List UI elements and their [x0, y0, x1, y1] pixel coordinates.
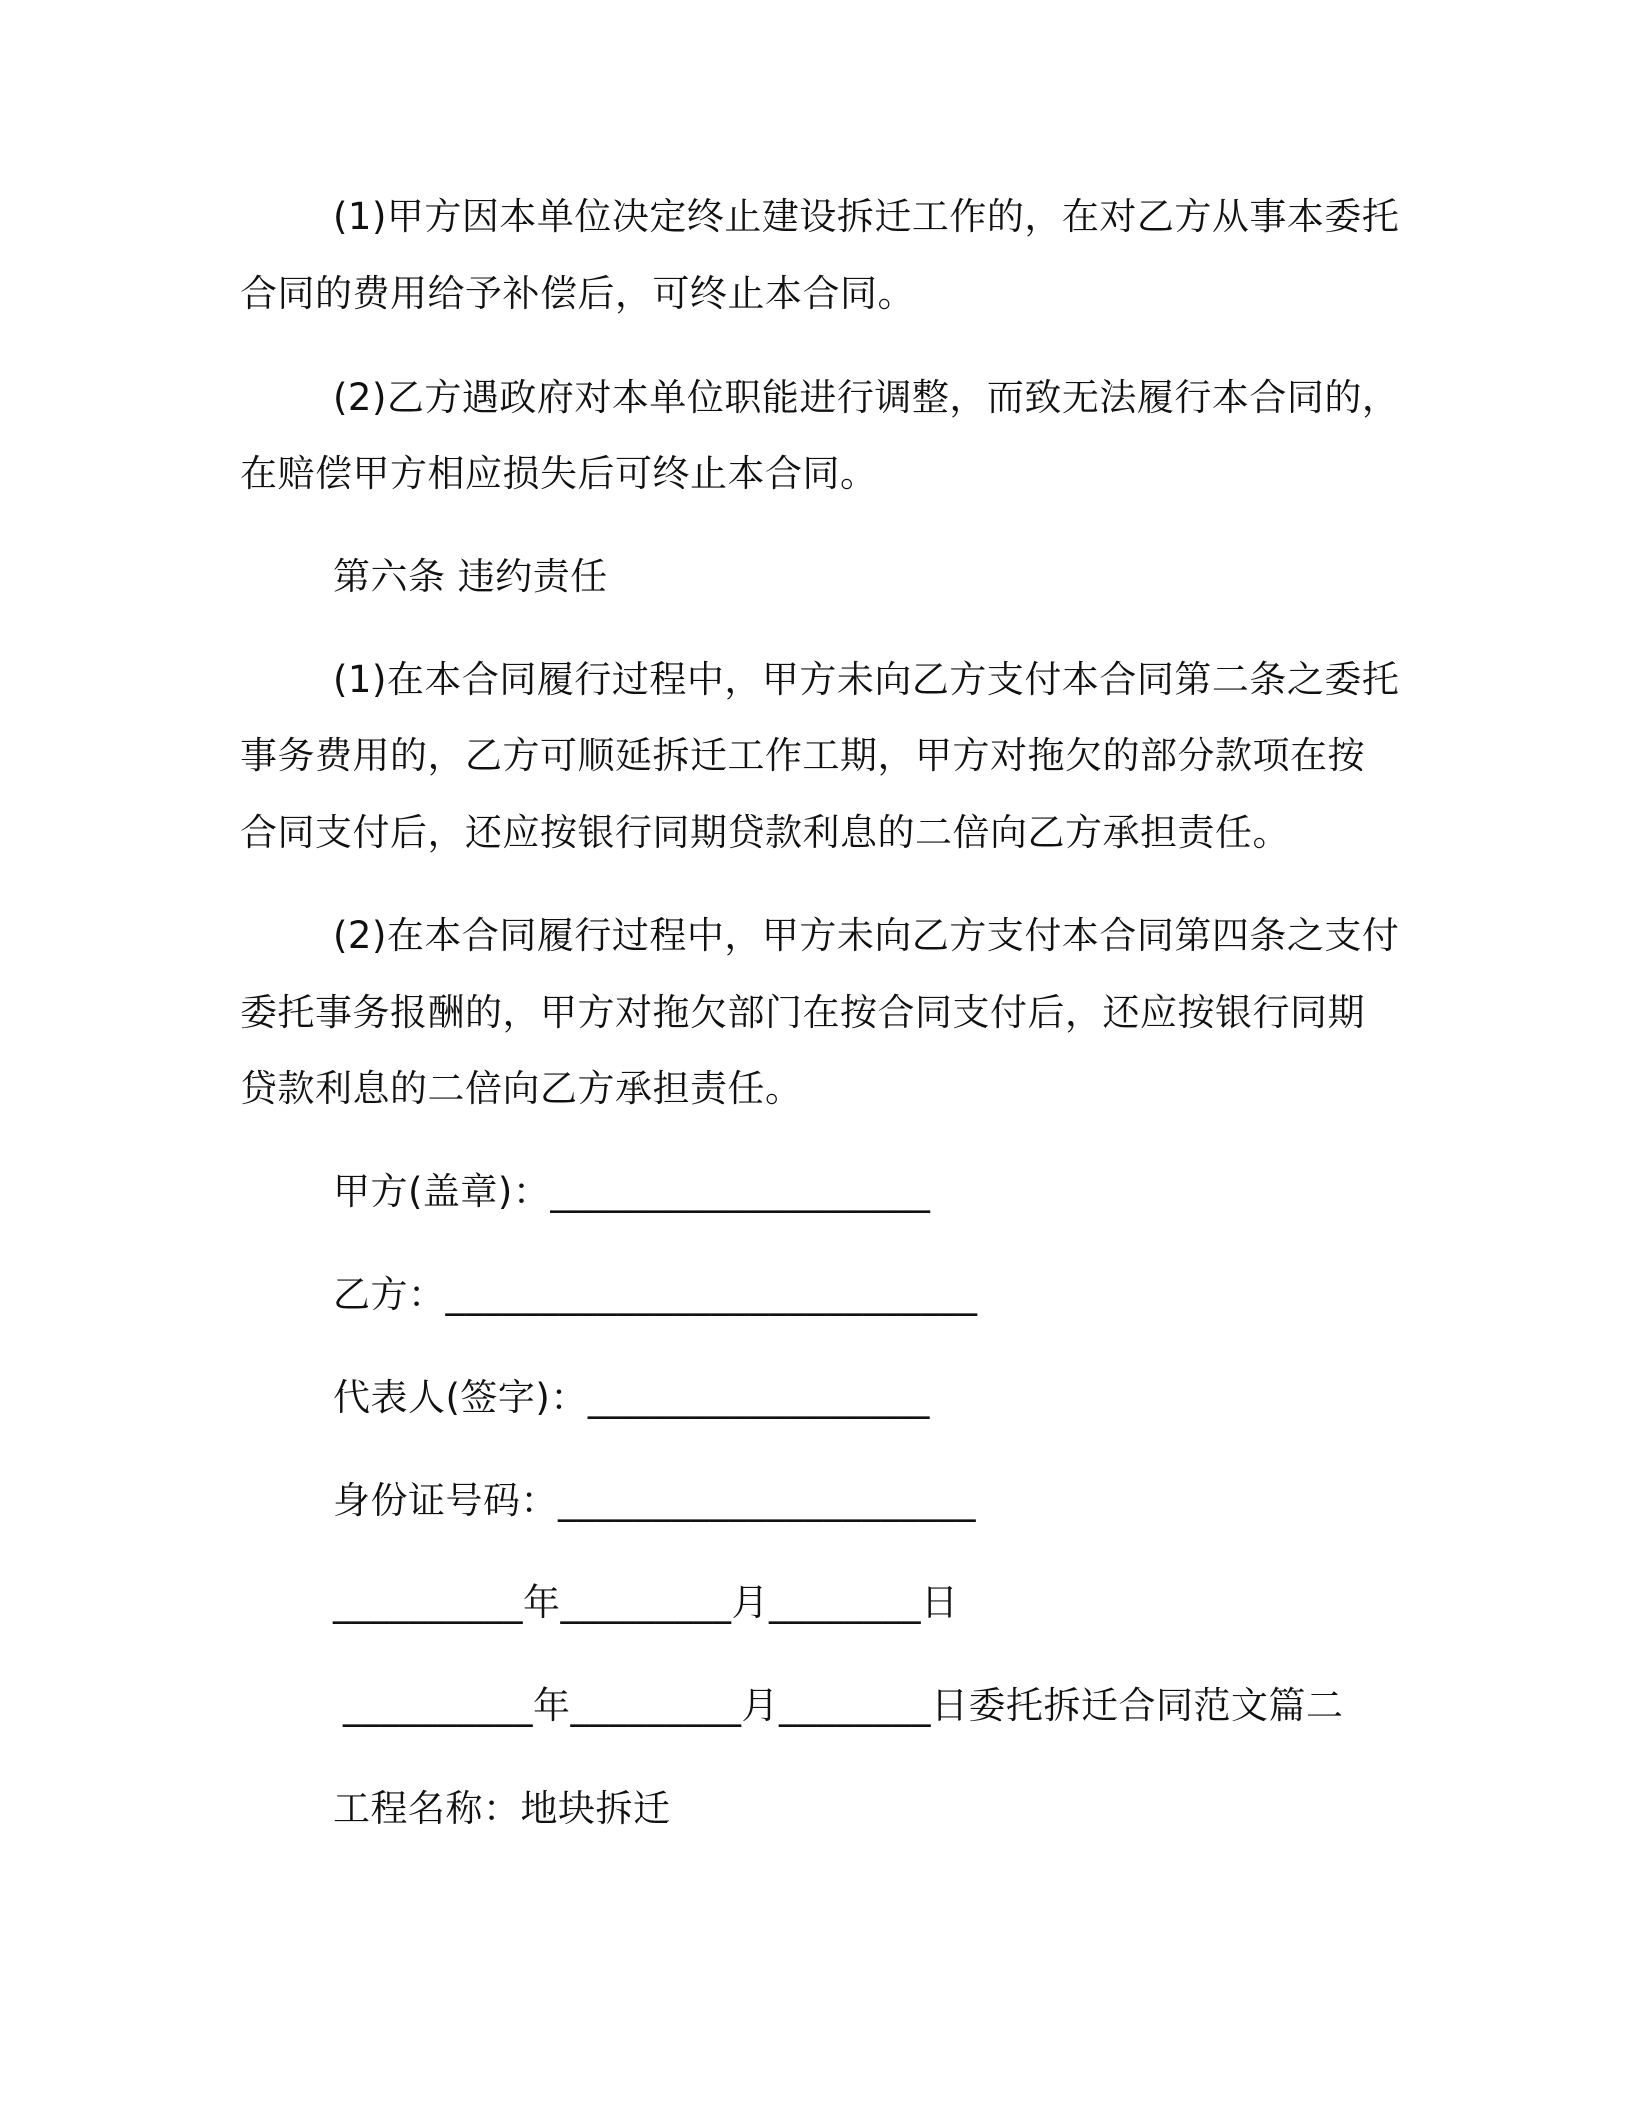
- para4-line1: (2)在本合同履行过程中，甲方未向乙方支付本合同第四条之支付: [333, 914, 1400, 957]
- para4-line2: 委托事务报酬的，甲方对拖欠部门在按合同支付后，还应按银行同期: [240, 991, 1365, 1034]
- representative-signature: 代表人(签字)：__________________: [333, 1376, 930, 1419]
- section-heading: 第六条 违约责任: [333, 555, 608, 598]
- project-name: 工程名称：地块拆迁: [333, 1787, 671, 1830]
- para2-line2: 在赔偿甲方相应损失后可终止本合同。: [240, 452, 878, 495]
- para3-line1: (1)在本合同履行过程中，甲方未向乙方支付本合同第二条之委托: [333, 658, 1400, 701]
- para1-line1: (1)甲方因本单位决定终止建设拆迁工作的，在对乙方从事本委托: [333, 195, 1400, 238]
- para2-line1: (2)乙方遇政府对本单位职能进行调整，而致无法履行本合同的，: [333, 376, 1400, 419]
- para3-line2: 事务费用的，乙方可顺延拆迁工作工期，甲方对拖欠的部分款项在按: [240, 734, 1365, 777]
- date-line-2: __________年_________月________日委托拆迁合同范文篇二: [343, 1684, 1344, 1727]
- party-b-signature: 乙方：____________________________: [333, 1273, 978, 1316]
- date-line-1: __________年_________月________日: [333, 1581, 959, 1624]
- para4-line3: 贷款利息的二倍向乙方承担责任。: [240, 1067, 803, 1110]
- para3-line3: 合同支付后，还应按银行同期贷款利息的二倍向乙方承担责任。: [240, 811, 1290, 854]
- para1-line2: 合同的费用给予补偿后，可终止本合同。: [240, 272, 915, 315]
- party-a-signature: 甲方(盖章)：____________________: [333, 1170, 931, 1213]
- id-number-field: 身份证号码：______________________: [333, 1479, 976, 1522]
